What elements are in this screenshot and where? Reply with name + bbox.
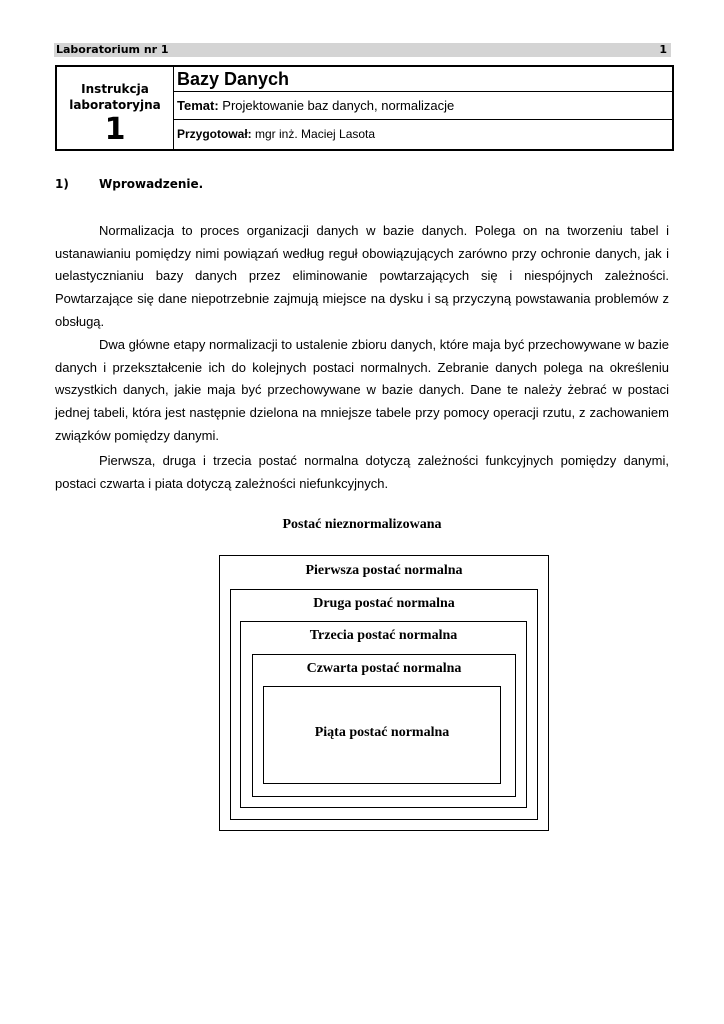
page-number: 1 [659,43,667,56]
author-label: Przygotował: [177,127,252,141]
normal-form-4-label: Czwarta postać normalna [306,661,462,676]
author-value: mgr inż. Maciej Lasota [255,127,376,141]
instruction-cell [57,67,174,149]
paragraph-2: Dwa główne etapy normalizacji to ustalenie zbioru danych, które maja być przechowywane w bazie danych i przekształcenie ich do kolejnych postaci normalnych. Zebranie danych polega na określeniu wszystkich danych, jakie maja być przechowywane w bazie danych. Dane te należy żebrać w postaci jednej tabeli, która jest następnie dzielona na mniejsze tabele przy pomocy operacji rzutu, z zachowaniem związków pomiędzy danymi. [55,337,669,443]
normal-form-5-label: Piąta postać normalna [314,725,450,740]
section-number: 1) [55,177,69,191]
diagram-title: Postać nieznormalizowana [282,517,442,532]
paragraph-3: Pierwsza, druga i trzecia postać normalna dotyczą zależności funkcyjnych pomiędzy danymi, postaci czwarta i piata dotyczą zależności niefunkcyjnych. [55,453,669,491]
topic-label: Temat: [177,98,219,113]
lab-title: Laboratorium nr 1 [56,43,169,56]
info-box [55,65,674,151]
normal-form-5-box [263,686,501,784]
author-row [174,120,672,149]
instruction-line2: laboratoryjna [69,98,161,112]
normal-form-2-label: Druga postać normalna [313,596,455,611]
instruction-line1: Instrukcja [81,82,149,96]
instruction-label [57,81,173,113]
section-title: Wprowadzenie. [99,177,204,191]
course-title-text: Bazy Danych [177,69,290,89]
topic-value: Projektowanie baz danych, normalizacje [222,98,455,113]
page-header [54,43,671,57]
paragraph-1: Normalizacja to proces organizacji danych w bazie danych. Polega on na tworzeniu tabel i ustanawianiu pomiędzy nimi powiązań według reguł obowiązujących zarówno przy ochronie danych, jak i uelastycznianiu bazy danych przez eliminowanie powtarzających się i niespójnych zależności. Powtarzające się dane niepotrzebnie zajmują miejsce na dysku i są przyczyną powstawania problemów z obsługą. [55,223,669,329]
topic-row [174,92,672,120]
normal-form-3-label: Trzecia postać normalna [309,628,458,643]
instruction-number: 1 [104,112,126,147]
course-title [174,67,672,92]
normal-form-1-label: Pierwsza postać normalna [305,563,463,578]
